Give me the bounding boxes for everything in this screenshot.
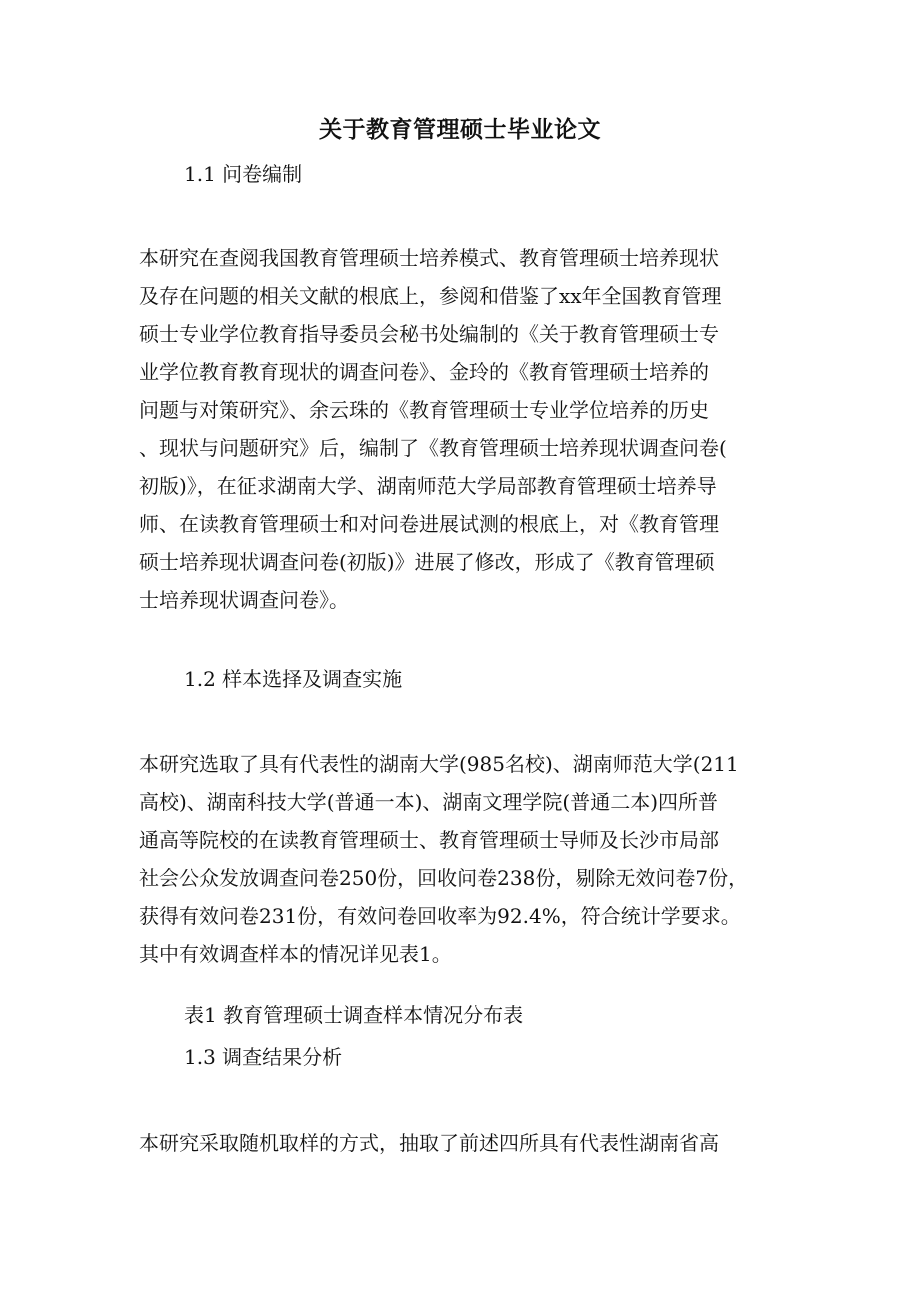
paragraph-line: 及存在问题的相关文献的根底上，参阅和借鉴了xx年全国教育管理 xyxy=(139,284,722,308)
paragraph-questionnaire-design xyxy=(139,239,789,619)
paragraph-line: 师、在读教育管理硕士和对问卷进展试测的根底上，对《教育管理 xyxy=(139,512,719,536)
paragraph-sample-selection xyxy=(139,745,789,973)
paragraph-line: 士培养现状调查问卷》。 xyxy=(139,588,349,612)
table-caption: 表1 教育管理硕士调查样本情况分布表 xyxy=(184,1003,524,1027)
section-heading-1-3: 1.3 调查结果分析 xyxy=(184,1045,343,1069)
document-title: 关于教育管理硕士毕业论文 xyxy=(319,116,601,143)
paragraph-line: 本研究采取随机取样的方式，抽取了前述四所具有代表性湖南省高 xyxy=(139,1131,719,1155)
paragraph-line: 通高等院校的在读教育管理硕士、教育管理硕士导师及长沙市局部 xyxy=(139,828,719,852)
paragraph-line: 获得有效问卷231份，有效问卷回收率为92.4%，符合统计学要求。 xyxy=(139,904,741,928)
paragraph-line: 硕士培养现状调查问卷(初版)》进展了修改，形成了《教育管理硕 xyxy=(139,550,715,574)
paragraph-line: 硕士专业学位教育指导委员会秘书处编制的《关于教育管理硕士专 xyxy=(139,322,719,346)
paragraph-line: 高校)、湖南科技大学(普通一本)、湖南文理学院(普通二本)四所普 xyxy=(139,790,719,814)
paragraph-line: 初版)》，在征求湖南大学、湖南师范大学局部教育管理硕士培养导 xyxy=(139,474,717,498)
paragraph-line: 其中有效调查样本的情况详见表1。 xyxy=(139,942,452,966)
paragraph-line: 业学位教育教育现状的调查问卷》、金玲的《教育管理硕士培养的 xyxy=(139,360,709,384)
paragraph-results-analysis xyxy=(139,1124,789,1162)
paragraph-line: 社会公众发放调查问卷250份，回收问卷238份，剔除无效问卷7份， xyxy=(139,866,749,890)
paragraph-line: 问题与对策研究》、余云珠的《教育管理硕士专业学位培养的历史 xyxy=(139,398,709,422)
paragraph-line: 本研究在查阅我国教育管理硕士培养模式、教育管理硕士培养现状 xyxy=(139,246,719,270)
section-heading-1-2: 1.2 样本选择及调查实施 xyxy=(184,667,403,691)
paragraph-line: 、现状与问题研究》后，编制了《教育管理硕士培养现状调查问卷( xyxy=(139,436,727,460)
paragraph-line: 本研究选取了具有代表性的湖南大学(985名校)、湖南师范大学(211 xyxy=(139,752,739,776)
section-heading-1-1: 1.1 问卷编制 xyxy=(184,162,303,186)
